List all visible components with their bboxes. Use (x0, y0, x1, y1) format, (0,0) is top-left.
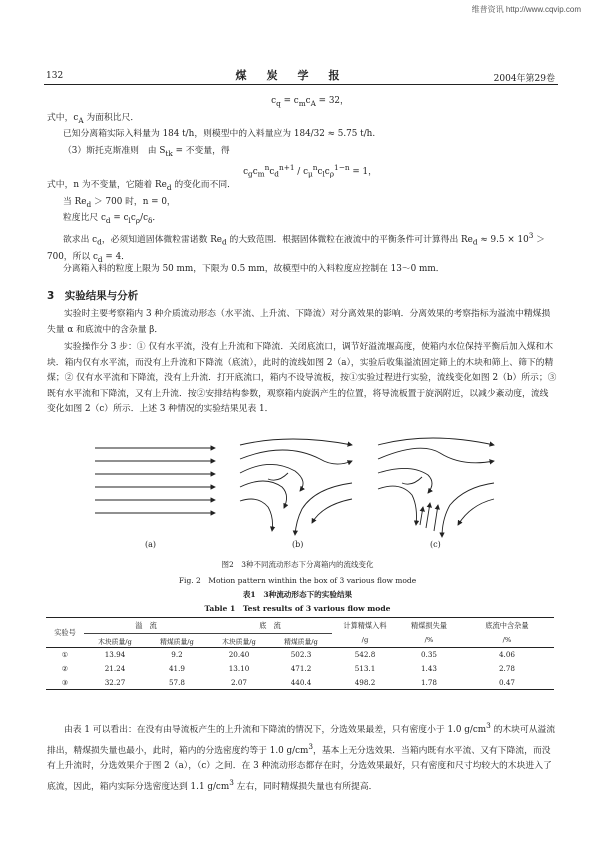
cell: 542.8 (354, 650, 376, 660)
cell: 32.27 (84, 676, 146, 690)
header-clean-coal-feed: 计算精煤入料 (332, 618, 398, 634)
text-particle-size: 分离箱入料的粒度上限为 50 mm，下限为 0.5 mm，故模型中的入料粒度应控制在 13～0 mm． (63, 264, 445, 274)
cell: 13.10 (228, 664, 250, 673)
figure-label-a: (a) (145, 540, 157, 549)
cell: 471.2 (290, 664, 312, 673)
watermark: 维普资讯 http://www.cqvip.com (471, 5, 581, 14)
flow-panel-a (95, 448, 215, 513)
section-heading-3: 3 实验结果与分析 (47, 290, 139, 302)
figure-2-flow-diagram (90, 433, 500, 548)
page-number: 132 (46, 71, 64, 81)
table-1 (46, 617, 554, 690)
equation-stokes: $c_gc_m^nc_d^{n+1} / c_\mu^nc_lc_\rho^{1-n} = 1$， (243, 163, 377, 179)
flow-panel-b (240, 439, 352, 535)
figure-label-b: (b) (292, 540, 304, 549)
cell: 9.2 (171, 650, 183, 660)
cell: 20.40 (228, 650, 250, 660)
cell: 513.1 (354, 664, 376, 673)
table-1-title-cn: 表1 3种流动形态下的实验结果 (242, 590, 353, 599)
table-row (46, 648, 554, 662)
text-red-condition: 当 $Re_d > 700$ 时，n = 0， (63, 197, 176, 209)
unit-impurity: /% (460, 634, 554, 648)
figure-label-c: (c) (430, 540, 441, 549)
header-overflow: 溢 流 (84, 618, 208, 634)
header-coal-loss: 精煤损失量 (398, 618, 460, 634)
cell: 0.47 (460, 676, 554, 690)
figure-2-caption-en: Fig. 2 Motion pattern winthin the box of 3 various flow mode (178, 576, 417, 585)
cell: 41.9 (168, 664, 185, 673)
section3-para2: 实验操作分 3 步：① 仅有水平流，没有上升流和下降流．关闭底流口，调节好溢流堰高度，使箱内水位保持平衡后加入煤和木块．箱内仅有水平流，而没有上升流和下降流（底流），此时的流线如图 2（a），实验后收集溢流固定筛上的木块和筛上、筛下的精煤；② 仅有水平流和下降流，没有上升流．打开底流口，箱内不设导流板，按①实验过程进行实验，流线变化如图 2（b）所示；③ 既有水平流和下降流，又有上升流．按②安排结构参数，观察箱内旋涡产生的位置，将导流板置于旋涡附近，以减少紊动度，流线变化如图 2（c）所示．上述 3 种情况的实验结果见表 1． (47, 342, 557, 415)
header-rule (44, 84, 558, 85)
text-reynolds: 欲求出 $c_d$，必须知道固体微粒雷诺数 $Re_d$ 的大致范围．根据固体微粒在液流中的平衡条件可计算得出 $Re_d \approx 9.5 \times 10^3 > 700$，所以 $c_d = 4$． (47, 231, 545, 265)
cell: 498.2 (332, 676, 398, 690)
text-stokes-criterion: （3）斯托克斯准则 由 $S_{tk}$ = 不变量，得 (63, 146, 230, 158)
text-n-note: 式中，n 为不变量，它随着 $Re_d$ 的变化而不同． (47, 180, 236, 192)
cell: 2.07 (208, 676, 270, 690)
header-underflow-impurity: 底流中含杂量 (460, 618, 554, 634)
flow-panel-c (378, 438, 494, 537)
cell-exp: ② (61, 664, 69, 673)
cell: 57.8 (146, 676, 208, 690)
section3-para1: 实验时主要考察箱内 3 种介质流动形态（水平流、上升流、下降流）对分离效果的影响．分离效果的考察指标为溢流中精煤损失量 α 和底流中的含杂量 β． (47, 309, 551, 335)
unit-loss: /% (398, 634, 460, 648)
volume-info: 2004年第29卷 (493, 74, 555, 84)
text-ca-note: 式中，$c_A$ 为面积比尺． (47, 113, 140, 125)
table-row (46, 662, 554, 676)
table-1-title-en: Table 1 Test results of 3 various flow mode (204, 604, 391, 613)
cell: 1.43 (420, 664, 437, 673)
cell: 2.78 (498, 664, 515, 673)
header-exp-no: 实验号 (46, 618, 84, 648)
text-feed-rate: 已知分离箱实际入料量为 184 t/h，则模型中的入料量应为 184/32 ≈ 5.75 t/h. (63, 129, 376, 139)
cell-exp: ① (61, 650, 69, 660)
subheader-overflow-wood: 木块质量/g (84, 634, 146, 648)
cell: 4.06 (498, 650, 515, 660)
cell: 1.78 (398, 676, 460, 690)
figure-2-caption-cn: 图2 3种不同流动形态下分离箱内的流线变化 (221, 560, 374, 569)
unit-feed: /g (332, 634, 398, 648)
conclusion-paragraph: 由表 1 可以看出：在没有由导流板产生的上升流和下降流的情况下，分选效果最差，只有密度小于 1.0 $g/cm^3$ 的木块可从溢流排出，精煤损失量也最小，此时，箱内的分选密度约等于 1.0 $g/cm^3$，基本上无分选效果．当箱内既有水平流、又有下降流，而没有上升流时，分选效果介于图 2（a），（c）之间．在 3 种流动形态都存在时，分选效果最好，只有密度和尺寸均较大的木块进入了底流，因此，箱内实际分选密度达到 1.1 $g/cm^3$ 左右，同时精煤损失量也有所提高． (47, 721, 556, 792)
cell-exp: ③ (46, 676, 84, 690)
header-underflow: 底 流 (208, 618, 332, 634)
text-size-ratio: 粒度比尺 $c_d = c_lc_\rho/c_\delta$． (63, 213, 162, 225)
cell: 0.35 (420, 650, 437, 660)
cell: 21.24 (104, 664, 126, 673)
cell: 502.3 (290, 650, 312, 660)
subheader-overflow-coal: 精煤质量/g (146, 634, 208, 648)
equation-cq: $c_q = c_mc_A = 32$， (271, 96, 349, 108)
cell: 440.4 (270, 676, 332, 690)
cell: 13.94 (104, 650, 126, 660)
table-row (46, 676, 554, 690)
subheader-underflow-wood: 木块质量/g (208, 634, 270, 648)
journal-title: 煤炭学报 (235, 69, 360, 82)
subheader-underflow-coal: 精煤质量/g (270, 634, 332, 648)
